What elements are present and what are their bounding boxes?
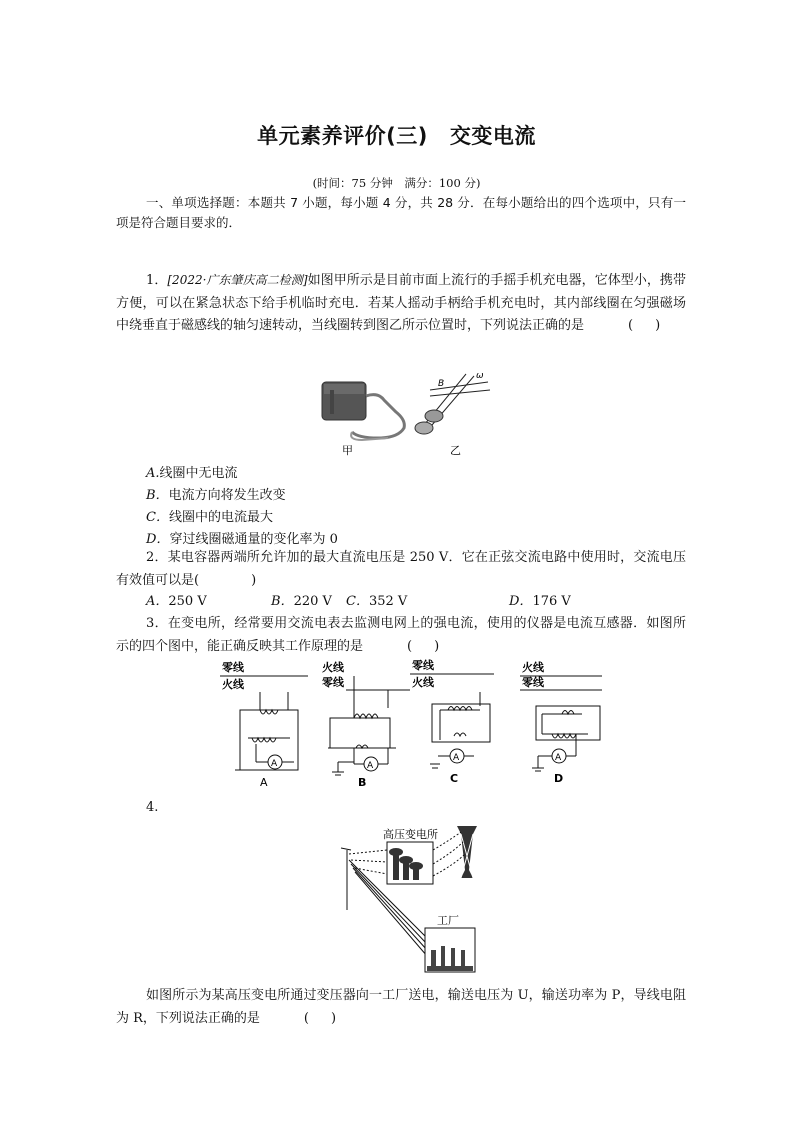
question-number: 2． [146, 550, 168, 565]
field-label: B [438, 379, 445, 389]
q1-option-b[interactable]: B．电流方向将发生改变 [146, 488, 286, 503]
q1-option-a[interactable]: A.线圈中无电流 [146, 466, 238, 481]
question-1-stem [116, 269, 686, 338]
q1-option-c[interactable]: C．线圈中的电流最大 [146, 510, 273, 525]
wire-label-top: 零线 [222, 661, 244, 674]
page-title [0, 120, 793, 150]
charger-image [322, 382, 404, 440]
question-3-stem [116, 613, 686, 658]
circuit-d [520, 660, 602, 785]
figure-label-yi: 乙 [450, 444, 461, 457]
circuit-a [220, 660, 308, 789]
circuit-label: A [260, 776, 268, 789]
wire-label-bottom: 零线 [522, 676, 544, 689]
factory-label: 工厂 [437, 914, 459, 927]
q2-option-b[interactable]: B．220 V [271, 594, 332, 609]
coil-diagram [415, 371, 490, 434]
question-text: 在变电所，经常要用交流电表去监测电网上的强电流，使用的仪器是电流互感器．如图所示的四个图中，能正确反映其工作原理的是 [116, 616, 686, 654]
circuit-c [410, 658, 494, 785]
transmission-tower-icon [457, 826, 477, 878]
ammeter-label: A [367, 761, 374, 771]
circuit-label: B [358, 776, 367, 789]
circuit-b [322, 660, 410, 789]
figure-q1 [318, 368, 508, 458]
question-source: [2022·广东肇庆高二检测] [167, 273, 308, 287]
question-text: 如图所示为某高压变电所通过变压器向一工厂送电，输送电压为 U，输送功率为 P，导线电阻为 R，下列说法正确的是 [116, 988, 686, 1026]
wire-label-bottom: 火线 [222, 678, 244, 691]
figure-q3-circuits [218, 658, 618, 790]
question-4-number: 4. [146, 800, 159, 815]
question-text: 如图甲所示是目前市面上流行的手摇手机充电器，它体型小，携带方便，可以在紧急状态下给手机临时充电．若某人摇动手柄给手机充电时，其内部线圈在匀强磁场中绕垂直于磁感线的轴匀速转动，当线圈转到图乙所示位置时，下列说法正确的是 [116, 273, 686, 333]
exam-meta: (时间：75 分钟 满分：100 分) [312, 176, 481, 190]
figure-q4-substation [335, 820, 510, 980]
question-number: 3． [146, 616, 168, 631]
q2-option-a[interactable]: A．250 V [146, 594, 207, 609]
title-main: 单元素养评价(三) [257, 124, 428, 148]
answer-bracket: ) [251, 572, 257, 588]
question-number: 1． [146, 273, 168, 288]
title-sub: 交变电流 [449, 124, 536, 148]
substation-label: 高压变电所 [383, 828, 438, 841]
ammeter-label: A [555, 753, 562, 763]
wire-label-bottom: 零线 [322, 676, 344, 689]
q2-option-c[interactable]: C．352 V [346, 594, 408, 609]
section-heading: 一、单项选择题：本题共 7 小题，每小题 4 分，共 28 分．在每小题给出的四个选项中，只有一项是符合题目要求的． [116, 195, 686, 230]
question-4-stem [116, 985, 686, 1030]
ammeter-label: A [453, 753, 460, 763]
wire-label-top: 火线 [322, 661, 344, 674]
q2-option-d[interactable]: D．176 V [509, 594, 571, 609]
circuit-label: C [450, 772, 459, 785]
question-text: 某电容器两端所允许加的最大直流电压是 250 V．它在正弦交流电路中使用时，交流电压有效值可以是( [116, 550, 686, 588]
circuit-label: D [554, 772, 564, 785]
wire-label-top: 零线 [412, 659, 434, 672]
omega-label: ω [476, 371, 484, 381]
q1-option-d[interactable]: D．穿过线圈磁通量的变化率为 0 [146, 532, 338, 547]
question-2-stem [116, 547, 686, 592]
answer-bracket: ( ) [407, 638, 440, 654]
figure-label-jia: 甲 [342, 444, 353, 457]
answer-bracket: ( ) [303, 1010, 337, 1026]
answer-bracket: ( ) [628, 318, 661, 333]
wire-label-bottom: 火线 [412, 676, 434, 689]
wire-label-top: 火线 [522, 661, 544, 674]
ammeter-label: A [271, 759, 278, 769]
